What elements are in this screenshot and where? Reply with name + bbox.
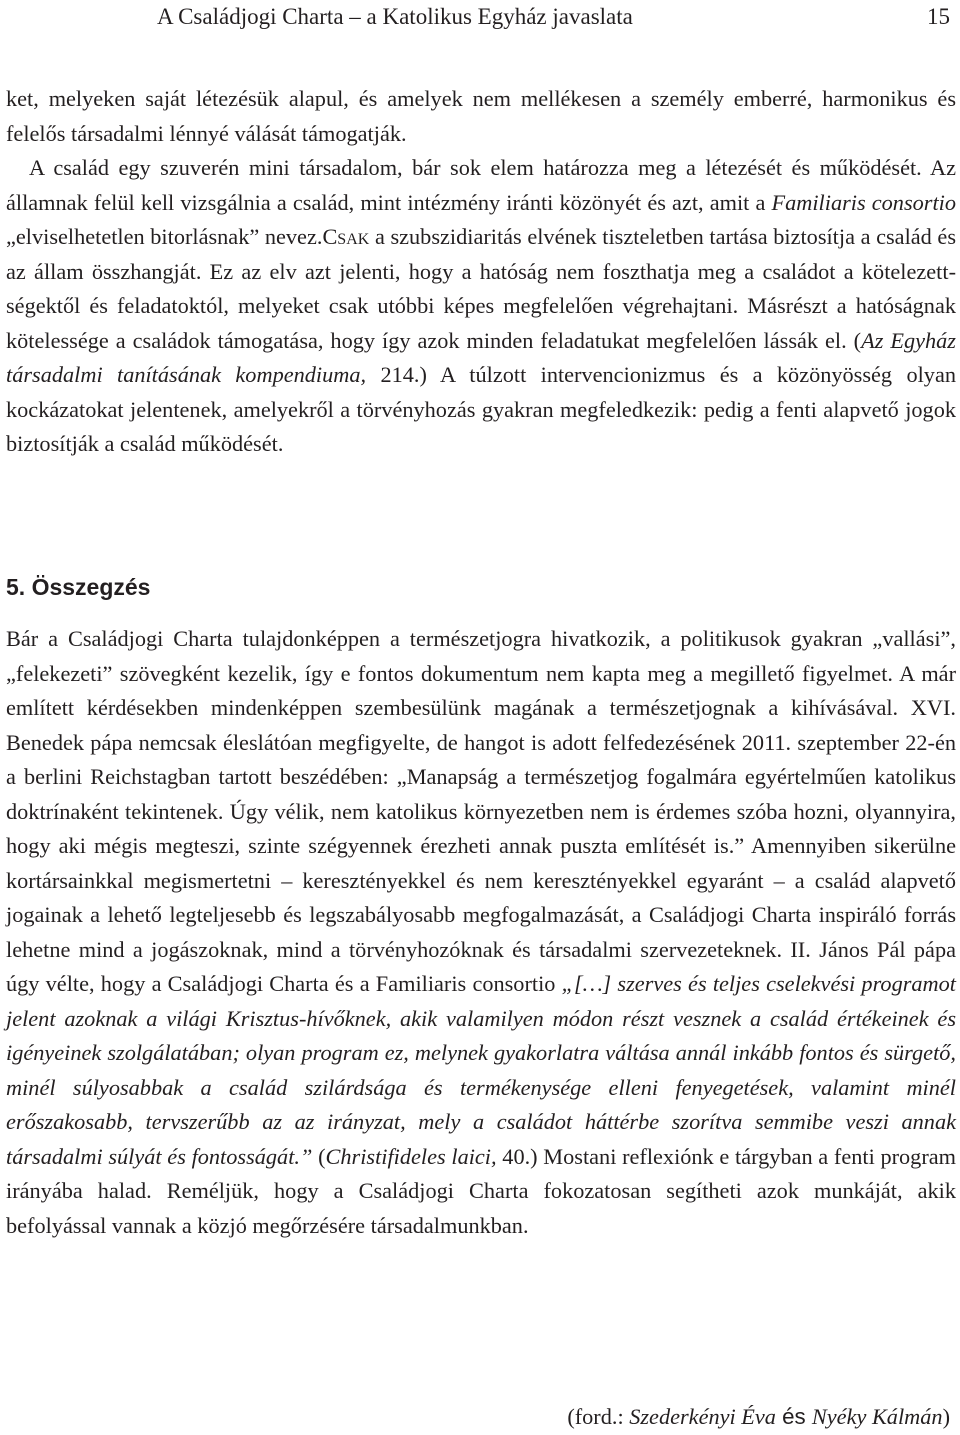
text-run: A család egy szuverén mini társadalom, bár sok elem határozza meg a létezését és működését. Az államnak felül kell vizsgálnia a család, mint intézmény iránti közönyét és azt, amit a xyxy=(6,155,956,215)
running-header xyxy=(0,0,960,36)
italic-title: Familiaris consortio xyxy=(771,189,956,215)
quotation: „elviselhetetlen bitorlásnak” nevez. xyxy=(6,224,323,249)
credit-conjunction: és xyxy=(775,1404,812,1429)
italic-quote: „[…] szerves és teljes cselekvési programot jelent azoknak a világi Krisztus-hívőknek, akik valamilyen módon részt vesznek a család értékeinek és igényeinek szolgálatában; olyan program ez, melynek gyakorlatra váltása annál inkább fontos és sürgető, minél súlyosabbak a család szilárdsága és termékenysége elleni fenyegetések, valamint minél erőszakosabb, tervszerűbb az az irányzat, mely a családot háttérbe szorítva semmibe veszi annak társadalmi súlyát és fontosságát.” xyxy=(6,971,956,1169)
text-run: A túlzott intervencionizmus és a közönyösség olyan kockázatokat jelentenek, amelyekről a törvényhozás gyakran megfeledkezik: pedig a fenti alapvető jogok biztosítják a család működését. xyxy=(6,362,956,456)
citation-ref: 214.) xyxy=(380,362,427,387)
text-run: ket, melyeken saját létezésük alapul, és amelyek nem mellékesen a személy emberré, harmonikus és felelős társadalmi lénnyé válását támogatják. xyxy=(6,86,956,146)
text-run: Bár a Családjogi Charta tulajdonképpen a természetjogra hivatkozik, a politikusok gyakran „vallási”, „felekezeti” szövegként kezelik, így e fontos dokumentum nem kapta meg a megillető figyelmet. A már említett kérdésekben mindenképpen szembesülünk magának a természetjognak a kihívásával. XVI. Benedek pápa nemcsak éleslátóan megfigyelte, de hangot is adott felfedezésének 2011. szeptember 22-én a berlini Reichstagban tartott beszédében: „Manapság a természetjog fogalmára egyértelműen katolikus doktrínaként tekintenek. Úgy vélik, nem katolikus környezetben nem is érdemes szóba hozni, olyannyira, hogy aki mégis megteszi, szinte szégyennek érezheti annak puszta említését is.” Amennyiben sikerülne kortársainkkal megismertetni – keresztényekkel és nem keresztényekkel egyaránt – a család alapvető jogainak a lehető legteljesebb és legszabályosabb megfogalmazását, a Családjogi Charta inspiráló forrás lehetne mind a jogászoknak, mind a törvényhozóknak és társadalmi szervezeteknek. II. János Pál pápa úgy vélte, hogy a Családjogi Charta és a Familiaris consortio xyxy=(6,626,956,996)
paragraph-rights-of-family xyxy=(6,82,956,462)
text-run: Mostani reflexiónk e tárgyban a fenti program irányába halad. Reméljük, hogy a Családjogi Charta fokozatosan segítheti azok munkáját, akik befolyással vannak a közjó megőrzésére társadalmunkban. xyxy=(6,1143,956,1238)
translator-credit xyxy=(567,1400,950,1434)
translator-name: Nyéky Kálmán xyxy=(811,1404,943,1429)
section-heading: 5. Összegzés xyxy=(6,574,151,600)
paragraph-summary xyxy=(6,622,956,1243)
running-title: A Családjogi Charta – a Katolikus Egyház javaslata xyxy=(157,4,633,29)
page-number: 15 xyxy=(927,4,950,29)
translator-name: Szederkényi Éva xyxy=(629,1404,776,1429)
italic-title: Christifideles laici, xyxy=(325,1143,497,1169)
italic-title: Az Egyház társadalmi tanításának kompendiuma, xyxy=(6,327,956,387)
text-run: a szubszidiaritás elvének tiszteletben tartása biztosítja a család és az állam összhangját. Ez az elv azt jelenti, hogy a hatóság nem foszthatja meg a családot a kötelezettségektől és feladatoktól, melyeket csak utóbbi képes megfelelően végrehajtani. Másrészt a hatóságnak kötelessége a családok támogatása, hogy így azok minden feladatukat megfelelően lássák el. ( xyxy=(6,224,956,353)
credit-close: ) xyxy=(942,1404,950,1429)
text-run: ( xyxy=(318,1143,326,1169)
citation-ref: 40.) xyxy=(502,1143,538,1169)
credit-open: (ford.: xyxy=(567,1404,630,1429)
text-run: Csak xyxy=(322,224,370,249)
